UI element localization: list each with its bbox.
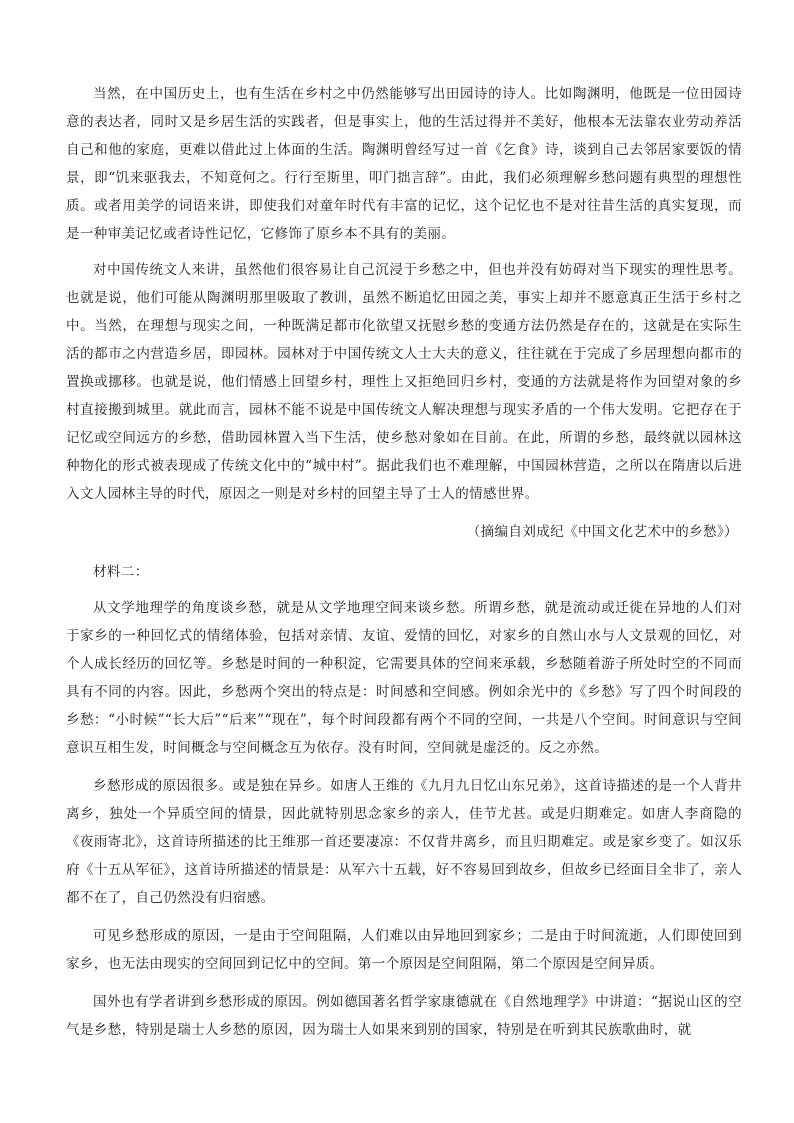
body-paragraph: 对中国传统文人来讲，虽然他们很容易让自己沉浸于乡愁之中，但也并没有妨碍对当下现实的理性思考。也就是说，他们可能从陶渊明那里吸取了教训，虽然不断追忆田园之美，事实上却并不愿意真正生活于乡村之中。当然，在理想与现实之间，一种既满足都市化欲望又抚慰乡愁的变通方法仍然是存在的，这就是在实际生活的都市之内营造乡居，即园林。园林对于中国传统文人士大夫的意义，往往就在于完成了乡居理想向都市的置换或挪移。也就是说，他们情感上回望乡村，理性上又拒绝回归乡村，变通的方法就是将作为回望对象的乡村直接搬到城里。就此而言，园林不能不说是中国传统文人解决理想与现实矛盾的一个伟大发明。它把存在于记忆或空间远方的乡愁，借助园林置入当下生活，使乡愁对象如在目前。在此，所谓的乡愁，最终就以园林这种物化的形式被表现成了传统文化中的“城中村”。据此我们也不难理解，中国园林营造，之所以在隋唐以后进入文人园林主导的时代，原因之一则是对乡村的回望主导了士人的情感世界。: [66, 262, 742, 502]
section-heading: 材料二：: [93, 564, 149, 580]
document-page: [66, 80, 742, 1044]
body-paragraph: 乡愁形成的原因很多。或是独在异乡。如唐人王维的《九月九日忆山东兄弟》，这首诗描述的是一个人背井离乡，独处一个异质空间的情景，因此就特别思念家乡的亲人，佳节尤甚。或是归期难定。如唐人李商隐的《夜雨寄北》，这首诗所描述的比王维那一首还要凄凉：不仅背井离乡，而且归期难定。或是家乡变了。如汉乐府《十五从军征》，这首诗所描述的情景是：从军六十五载，好不容易回到故乡，但故乡已经面目全非了，亲人都不在了，自己仍然没有归宿感。: [66, 778, 742, 906]
body-paragraph: 国外也有学者讲到乡愁形成的原因。例如德国著名哲学家康德就在《自然地理学》中讲道：“据说山区的空气是乡愁，特别是瑞士人乡愁的原因，因为瑞士人如果来到别的国家，特别是在听到其民族歌曲时，就: [66, 994, 742, 1038]
body-paragraph: 可见乡愁形成的原因，一是由于空间阻隔，人们难以由异地回到家乡；二是由于时间流逝，人们即使回到家乡，也无法由现实的空间回到记忆中的空间。第一个原因是空间阻隔，第二个原因是空间异质。: [66, 928, 742, 972]
source-citation: （摘编自刘成纪《中国文化艺术中的乡愁》）: [466, 524, 738, 540]
body-paragraph: 当然，在中国历史上，也有生活在乡村之中仍然能够写出田园诗的诗人。比如陶渊明，他既是一位田园诗意的表达者，同时又是乡居生活的实践者，但是事实上，他的生活过得并不美好，他根本无法靠农业劳动养活自己和他的家庭，更难以借此过上体面的生活。陶渊明曾经写过一首《乞食》诗，谈到自己去邻居家要饭的情景，即“饥来驱我去，不知竟何之。行行至斯里，叩门拙言辞”。由此，我们必须理解乡愁问题有典型的理想性质。或者用美学的词语来讲，即使我们对童年时代有丰富的记忆，这个记忆也不是对往昔生活的真实复现，而是一种审美记忆或者诗性记忆，它修饰了原乡本不具有的美丽。: [66, 86, 742, 242]
body-paragraph: 从文学地理学的角度谈乡愁，就是从文学地理空间来谈乡愁。所谓乡愁，就是流动或迁徙在异地的人们对于家乡的一种回忆式的情绪体验，包括对亲情、友谊、爱情的回忆，对家乡的自然山水与人文景观的回忆，对个人成长经历的回忆等。乡愁是时间的一种积淀，它需要具体的空间来承载，乡愁随着游子所处时空的不同而具有不同的内容。因此，乡愁两个突出的特点是：时间感和空间感。例如余光中的《乡愁》写了四个时间段的乡愁：“小时候”“长大后”“后来”“现在”，每个时间段都有两个不同的空间，一共是八个空间。时间意识与空间意识互相生发，时间概念与空间概念互为依存。没有时间，空间就是虚泛的。反之亦然。: [66, 600, 742, 756]
